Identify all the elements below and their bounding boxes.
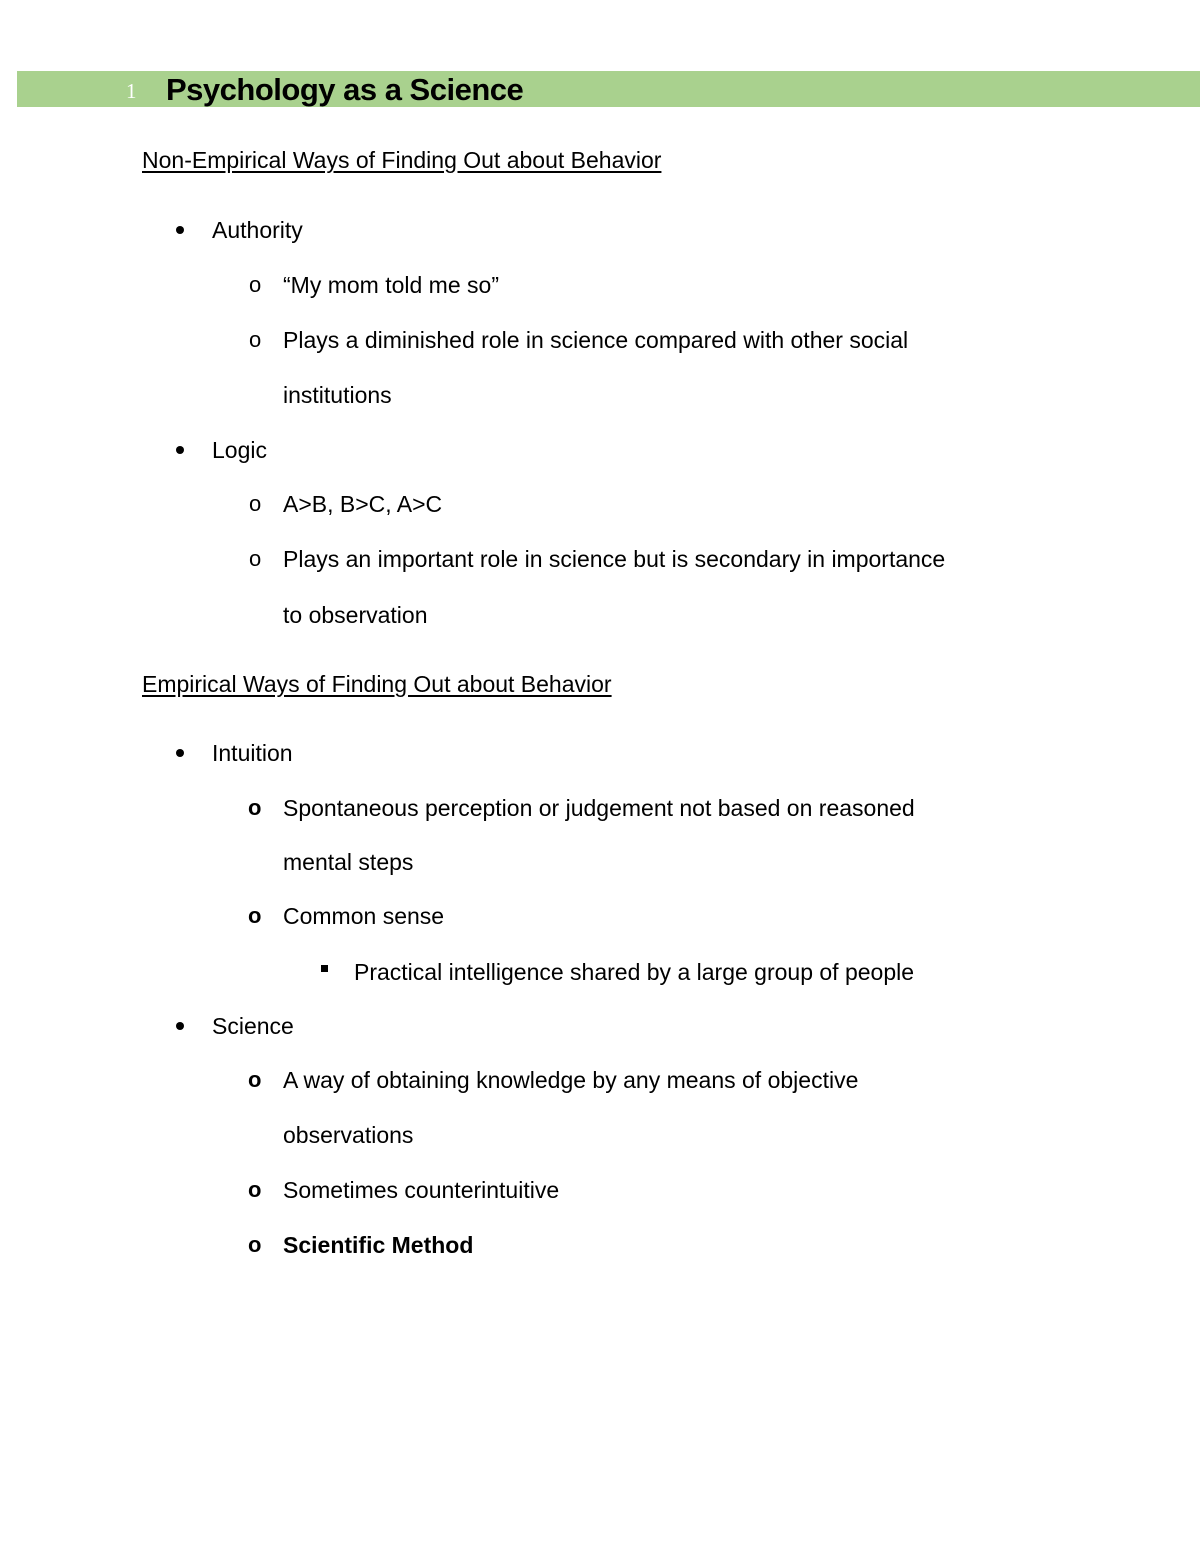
circle-bullet-icon: o: [248, 795, 262, 820]
heading-number: 1: [126, 79, 137, 103]
sub-item-intuition-def-line2: mental steps: [283, 849, 414, 875]
list-item-authority: Authority: [212, 217, 303, 243]
bullet-dot-icon: [176, 226, 184, 234]
sub-item-authority-role-line2: institutions: [283, 382, 392, 408]
circle-bullet-icon: o: [249, 327, 262, 352]
section-title-non-empirical: Non-Empirical Ways of Finding Out about Behavior: [142, 147, 662, 173]
sub-item-intuition-def-line1: Spontaneous perception or judgement not based on reasoned: [283, 795, 915, 821]
sub-item-logic-role-line2: to observation: [283, 602, 428, 628]
section-title-empirical: Empirical Ways of Finding Out about Behavior: [142, 671, 612, 697]
circle-bullet-icon: o: [248, 903, 262, 928]
bullet-dot-icon: [176, 749, 184, 757]
circle-bullet-icon: o: [248, 1067, 262, 1092]
bullet-dot-icon: [176, 1022, 184, 1030]
sub-item-logic-role-line1: Plays an important role in science but is secondary in importance: [283, 546, 946, 572]
circle-bullet-icon: o: [248, 1177, 262, 1202]
bullet-dot-icon: [176, 446, 184, 454]
list-item-logic: Logic: [212, 437, 267, 463]
list-item-intuition: Intuition: [212, 740, 293, 766]
list-item-science: Science: [212, 1013, 294, 1039]
circle-bullet-icon: o: [249, 491, 262, 516]
circle-bullet-icon: o: [249, 546, 262, 571]
sub-sub-item-practical-intelligence: Practical intelligence shared by a large group of people: [354, 959, 915, 985]
sub-item-mom-told: “My mom told me so”: [283, 272, 499, 298]
heading-title: Psychology as a Science: [166, 72, 524, 107]
sub-item-science-def-line2: observations: [283, 1122, 414, 1148]
sub-item-common-sense: Common sense: [283, 903, 445, 929]
square-bullet-icon: [321, 965, 328, 972]
sub-item-authority-role-line1: Plays a diminished role in science compared with other social: [283, 327, 909, 353]
sub-item-science-def-line1: A way of obtaining knowledge by any means of objective: [283, 1067, 859, 1093]
circle-bullet-icon: o: [248, 1232, 262, 1257]
sub-item-scientific-method: Scientific Method: [283, 1232, 474, 1258]
sub-item-counterintuitive: Sometimes counterintuitive: [283, 1177, 560, 1203]
sub-item-logic-example: A>B, B>C, A>C: [283, 491, 443, 517]
circle-bullet-icon: o: [249, 272, 262, 297]
